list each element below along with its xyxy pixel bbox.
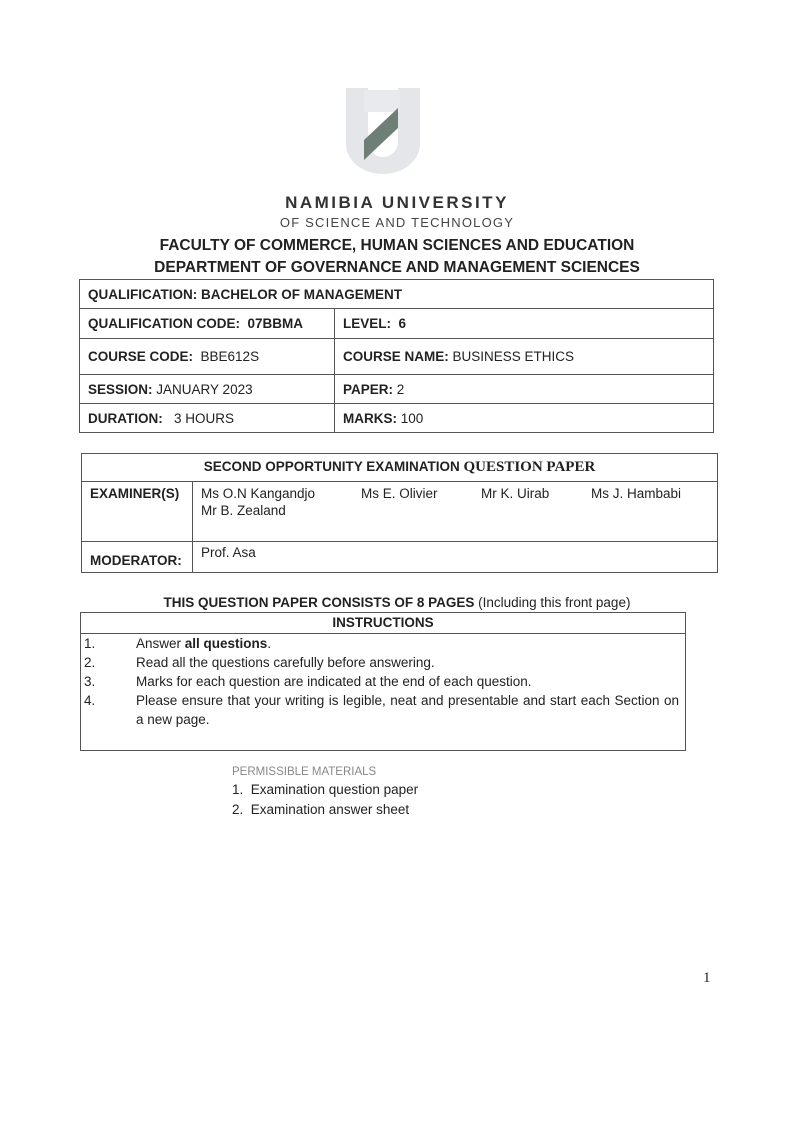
examiner-name: Ms O.N Kangandjo <box>201 486 316 501</box>
qualification-cell: QUALIFICATION: BACHELOR OF MANAGEMENT <box>80 280 714 309</box>
instructions-box <box>80 612 686 751</box>
examiner-name: Ms J. Hambabi <box>591 486 682 501</box>
department-title: DEPARTMENT OF GOVERNANCE AND MANAGEMENT SCIENCES <box>154 259 640 276</box>
moderator-name: Prof. Asa <box>193 542 718 573</box>
level-cell: LEVEL: 6 <box>335 309 714 339</box>
page-number: 1 <box>703 970 711 986</box>
permissible-materials-title: PERMISSIBLE MATERIALS <box>232 766 377 778</box>
moderator-label: MODERATOR: <box>82 542 193 573</box>
university-subtitle: OF SCIENCE AND TECHNOLOGY <box>279 215 515 230</box>
course-name-cell: COURSE NAME: BUSINESS ETHICS <box>335 339 714 375</box>
permissible-item: 2. Examination answer sheet <box>232 802 410 817</box>
examiners-table <box>81 453 718 573</box>
qualification-code-cell: QUALIFICATION CODE: 07BBMA <box>80 309 335 339</box>
session-cell: SESSION: JANUARY 2023 <box>80 375 335 404</box>
examiner-name: Ms E. Olivier <box>361 486 438 501</box>
faculty-title: FACULTY OF COMMERCE, HUMAN SCIENCES AND EDUCATION <box>159 237 635 254</box>
instruction-item: 3. Marks for each question are indicated at the end of each question. <box>84 674 532 689</box>
duration-cell: DURATION: 3 HOURS <box>80 404 335 433</box>
paper-cell: PAPER: 2 <box>335 375 714 404</box>
examiner-name: Mr K. Uirab <box>481 486 550 501</box>
university-name: NAMIBIA UNIVERSITY <box>285 193 509 212</box>
examiners-label: EXAMINER(S) <box>82 482 193 542</box>
university-logo <box>340 82 426 174</box>
examiner-name: Mr B. Zealand <box>201 503 286 518</box>
permissible-item: 1. Examination question paper <box>232 782 419 797</box>
exam-title: SECOND OPPORTUNITY EXAMINATION QUESTION PAPER <box>82 454 718 482</box>
examiners-list <box>193 482 718 542</box>
instructions-title: INSTRUCTIONS <box>81 613 685 634</box>
course-code-cell: COURSE CODE: BBE612S <box>80 339 335 375</box>
course-details-table <box>79 279 714 433</box>
instruction-item: 2. Read all the questions carefully before answering. <box>84 655 435 670</box>
pages-note: THIS QUESTION PAPER CONSISTS OF 8 PAGES (Including this front page) <box>163 595 631 610</box>
instruction-item: 1. Answer all questions. <box>84 636 272 651</box>
marks-cell: MARKS: 100 <box>335 404 714 433</box>
instruction-item: 4. Please ensure that your writing is legible, neat and presentable and start each Section on a new page. <box>84 693 679 727</box>
